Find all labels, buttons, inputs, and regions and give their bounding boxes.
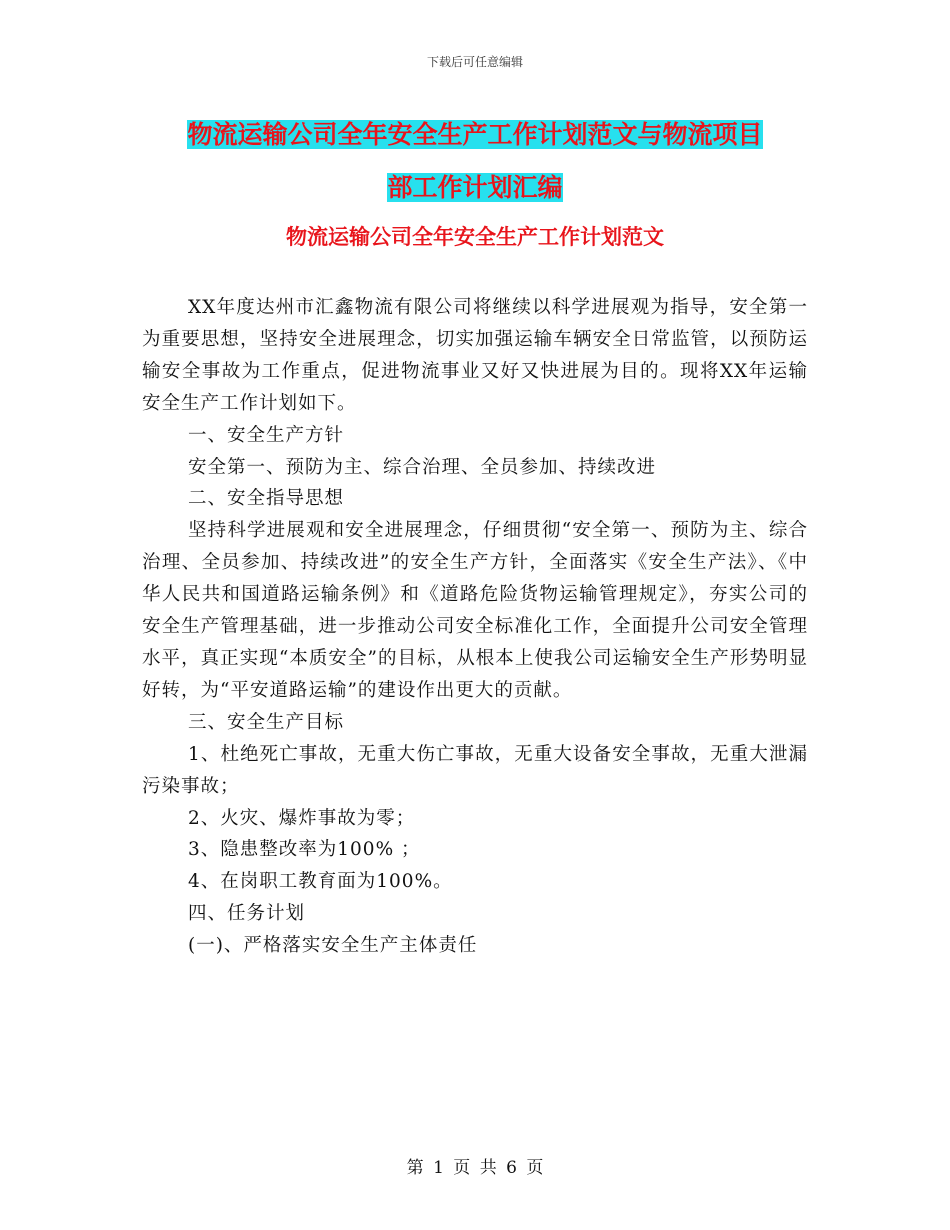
title-line-1: 物流运输公司全年安全生产工作计划范文与物流项目 (187, 120, 763, 149)
paragraph-guiding-ideology: 坚持科学进展观和安全进展理念，仔细贯彻“安全第一、预防为主、综合治理、全员参加、持续改进”的安全生产方针，全面落实《安全生产法》、《中华人民共和国道路运输条例》和《道路危险货物运输管理规定》，夯实公司的安全生产管理基础，进一步推动公司安全标准化工作，全面提升公司安全管理水平，真正实现“本质安全”的目标，从根本上使我公司运输安全生产形势明显好转，为“平安道路运输”的建设作出更大的贡献。 (142, 520, 808, 701)
document-body (142, 292, 808, 962)
goal-item-1: 1、杜绝死亡事故，无重大伤亡事故，无重大设备安全事故，无重大泄漏污染事故； (142, 743, 808, 797)
goal-item-4: 4、在岗职工教育面为100%。 (188, 871, 453, 893)
goal-item-3: 3、隐患整改率为100% ； (188, 839, 421, 861)
page-header-note: 下载后可任意编辑 (426, 55, 523, 69)
page-footer: 第 1 页 共 6 页 (406, 1158, 544, 1178)
document-title (140, 108, 810, 214)
section-title: 物流运输公司全年安全生产工作计划范文 (286, 225, 664, 249)
heading-task-plan: 四、任务计划 (188, 903, 306, 925)
subheading-responsibility: (一)、严格落实安全生产主体责任 (188, 935, 478, 957)
paragraph-intro: XX年度达州市汇鑫物流有限公司将继续以科学进展观为指导，安全第一为重要思想，坚持安全进展理念，切实加强运输车辆安全日常监管，以预防运输安全事故为工作重点，促进物流事业又好又快进展为目的。现将XX年运输安全生产工作计划如下。 (142, 297, 808, 414)
heading-guiding-ideology: 二、安全指导思想 (188, 488, 345, 510)
heading-safety-policy: 一、安全生产方针 (188, 424, 345, 446)
heading-safety-goals: 三、安全生产目标 (188, 711, 345, 733)
title-line-2: 部工作计划汇编 (387, 173, 563, 202)
paragraph-safety-policy: 安全第一、预防为主、综合治理、全员参加、持续改进 (188, 456, 657, 478)
goal-item-2: 2、火灾、爆炸事故为零； (188, 807, 416, 829)
